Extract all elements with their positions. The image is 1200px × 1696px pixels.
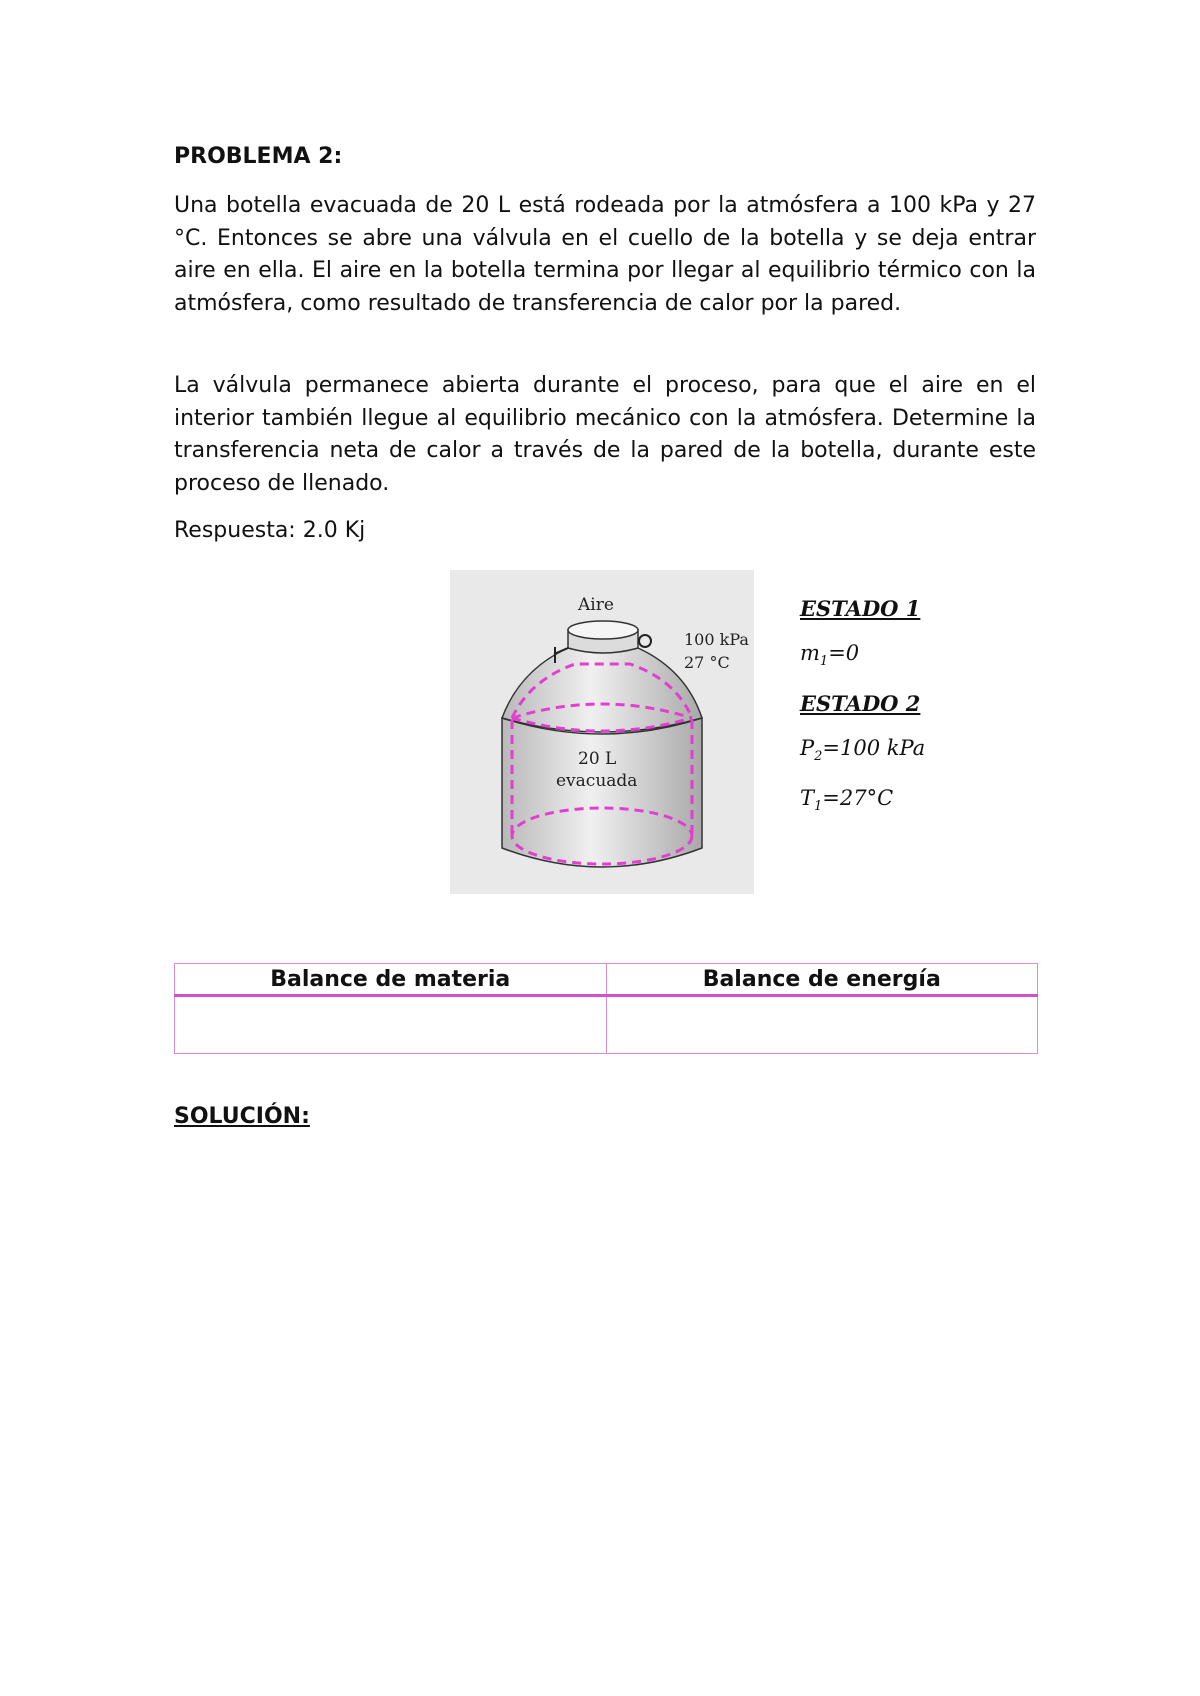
bottle-body (502, 718, 702, 867)
bottle-opening (568, 621, 638, 639)
problem-paragraph-2: La válvula permanece abierta durante el proceso, para que el aire en el interior también llegue al equilibrio mecánico con la atmósfera. Determine la transferencia neta de calor a través de la pared de la botella, durante este proceso de llenado. (174, 373, 1036, 496)
balance-table (174, 963, 1038, 1054)
state-2-temperature: $T_1=27^\circ C$ (800, 786, 894, 815)
table-row (175, 996, 1038, 1054)
problem-paragraph-1: Una botella evacuada de 20 L está rodeada por la atmósfera a 100 kPa y 27 °C. Entonces se abre una válvula en el cuello de la botella y se deja entrar aire en ella. El aire en la botella termina por llegar al equilibrio térmico con la atmósfera, como resultado de transferencia de calor por la pared. (174, 193, 1036, 316)
mass-balance-cell (175, 996, 607, 1054)
header-energy-balance: Balance de energía (606, 964, 1038, 996)
answer-line: Respuesta: 2.0 Kj (174, 518, 366, 543)
state-2-pressure: $P_2=100$ kPa (800, 736, 926, 765)
problem-title: PROBLEMA 2: (174, 144, 343, 169)
volume-label: 20 L (578, 749, 617, 769)
states-panel (800, 596, 1040, 815)
pressure-label: 100 kPa (684, 630, 749, 649)
state-1-title: ESTADO 1 (800, 596, 921, 621)
bottle-figure (450, 570, 754, 894)
state-1-mass: $m_1=0$ (800, 641, 860, 670)
evacuated-label: evacuada (556, 771, 638, 791)
air-label: Aire (578, 595, 614, 615)
state-2-title: ESTADO 2 (800, 691, 921, 717)
header-mass-balance: Balance de materia (175, 964, 607, 996)
temperature-label: 27 °C (684, 653, 730, 672)
table-header-row (175, 964, 1038, 996)
bottle-diagram (450, 570, 754, 894)
solution-heading: SOLUCIÓN: (174, 1104, 310, 1129)
energy-balance-cell (606, 996, 1038, 1054)
